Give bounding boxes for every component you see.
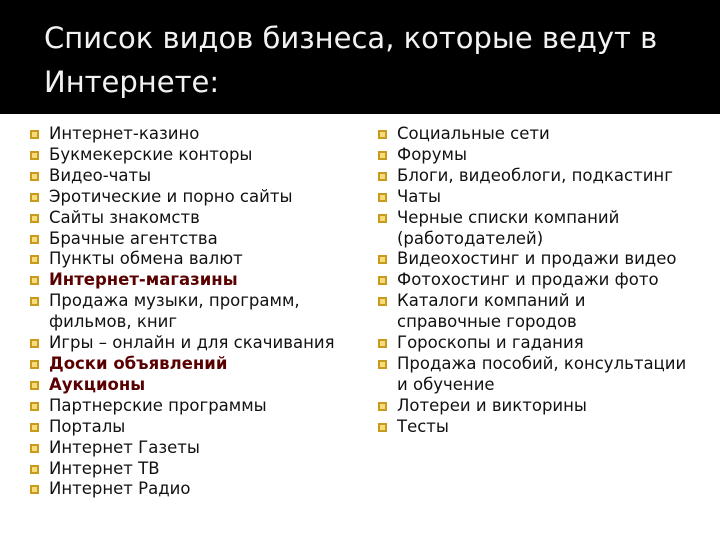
- list-item: [378, 187, 718, 208]
- list-item-text: Сайты знакомств: [49, 207, 200, 227]
- list-item: [378, 291, 718, 333]
- list-item-text: Интернет Радио: [49, 479, 191, 499]
- list-item: [378, 166, 718, 187]
- list-item-text: справочные городов: [397, 312, 577, 332]
- list-item-text: Видео-чаты: [49, 165, 152, 185]
- square-bullet-icon: [30, 255, 39, 264]
- list-item: [30, 438, 368, 459]
- square-bullet-icon: [378, 255, 387, 264]
- list-item-text: Видеохостинг и продажи видео: [397, 249, 677, 269]
- list-item-text: Черные списки компаний: [397, 207, 620, 227]
- square-bullet-icon: [30, 485, 39, 494]
- list-item-text: Чаты: [397, 186, 442, 206]
- list-item-text: Форумы: [397, 144, 468, 164]
- list-item: [30, 270, 368, 291]
- square-bullet-icon: [378, 360, 387, 369]
- title-band: [0, 0, 720, 114]
- square-bullet-icon: [378, 151, 387, 160]
- list-item-text: Букмекерские конторы: [49, 144, 253, 164]
- list-item-text: Брачные агентства: [49, 228, 218, 248]
- square-bullet-icon: [30, 151, 39, 160]
- list-item-text: Гороскопы и гадания: [397, 333, 584, 353]
- list-item: [30, 229, 368, 250]
- list-item: [30, 166, 368, 187]
- list-item-text: Эротические и порно сайты: [49, 186, 293, 206]
- list-item-text: Лотереи и викторины: [397, 395, 587, 415]
- square-bullet-icon: [378, 402, 387, 411]
- square-bullet-icon: [378, 339, 387, 348]
- square-bullet-icon: [30, 360, 39, 369]
- list-item: [378, 124, 718, 145]
- list-item: [378, 396, 718, 417]
- square-bullet-icon: [30, 276, 39, 285]
- list-item-text: и обучение: [397, 374, 495, 394]
- list-item: [30, 291, 368, 333]
- square-bullet-icon: [30, 172, 39, 181]
- list-item-text: Интернет Газеты: [49, 437, 200, 457]
- list-item: [30, 333, 368, 354]
- list-item: [378, 145, 718, 166]
- list-item-text: Фотохостинг и продажи фото: [397, 270, 659, 290]
- list-item-text: Интернет ТВ: [49, 458, 160, 478]
- square-bullet-icon: [30, 402, 39, 411]
- list-item: [378, 208, 718, 250]
- list-item: [378, 270, 718, 291]
- slide-title: Список видов бизнеса, которые ведут в Интернете:: [44, 21, 658, 99]
- list-item: [30, 187, 368, 208]
- square-bullet-icon: [378, 423, 387, 432]
- list-item: [378, 417, 718, 438]
- list-item-text: Тесты: [397, 416, 449, 436]
- list-item: [30, 354, 368, 375]
- list-item: [30, 459, 368, 480]
- list-item-text: Пункты обмена валют: [49, 249, 243, 269]
- list-item-text: Продажа музыки, программ,: [49, 291, 300, 311]
- list-item-text: Доски объявлений: [49, 353, 228, 373]
- list-item: [30, 417, 368, 438]
- square-bullet-icon: [30, 130, 39, 139]
- square-bullet-icon: [30, 381, 39, 390]
- list-item-text: фильмов, книг: [49, 312, 178, 332]
- list-item: [378, 249, 718, 270]
- square-bullet-icon: [378, 130, 387, 139]
- left-bullet-list: [30, 124, 368, 500]
- list-item: [378, 354, 718, 396]
- square-bullet-icon: [30, 193, 39, 202]
- list-item-text: Блоги, видеоблоги, подкастинг: [397, 165, 673, 185]
- list-item-text: Каталоги компаний и: [397, 291, 586, 311]
- square-bullet-icon: [378, 297, 387, 306]
- list-item-text: Продажа пособий, консультации: [397, 353, 687, 373]
- list-item: [378, 333, 718, 354]
- list-item: [30, 249, 368, 270]
- square-bullet-icon: [378, 193, 387, 202]
- square-bullet-icon: [378, 276, 387, 285]
- list-item: [30, 375, 368, 396]
- list-item: [30, 208, 368, 229]
- list-item: [30, 396, 368, 417]
- list-item: [30, 124, 368, 145]
- list-item-text: Социальные сети: [397, 124, 550, 143]
- right-bullet-list: [378, 124, 718, 438]
- list-item: [30, 479, 368, 500]
- list-item-text: Интернет-казино: [49, 124, 200, 143]
- list-item-text: Партнерские программы: [49, 395, 267, 415]
- square-bullet-icon: [378, 172, 387, 181]
- list-item: [30, 145, 368, 166]
- list-item-text: Игры – онлайн и для скачивания: [49, 333, 335, 353]
- list-item-text: (работодателей): [397, 228, 544, 248]
- square-bullet-icon: [30, 297, 39, 306]
- square-bullet-icon: [30, 339, 39, 348]
- list-item-text: Аукционы: [49, 374, 146, 394]
- square-bullet-icon: [30, 465, 39, 474]
- list-item-text: Интернет-магазины: [49, 270, 238, 290]
- list-item-text: Порталы: [49, 416, 126, 436]
- square-bullet-icon: [30, 423, 39, 432]
- square-bullet-icon: [378, 214, 387, 223]
- square-bullet-icon: [30, 214, 39, 223]
- square-bullet-icon: [30, 235, 39, 244]
- square-bullet-icon: [30, 444, 39, 453]
